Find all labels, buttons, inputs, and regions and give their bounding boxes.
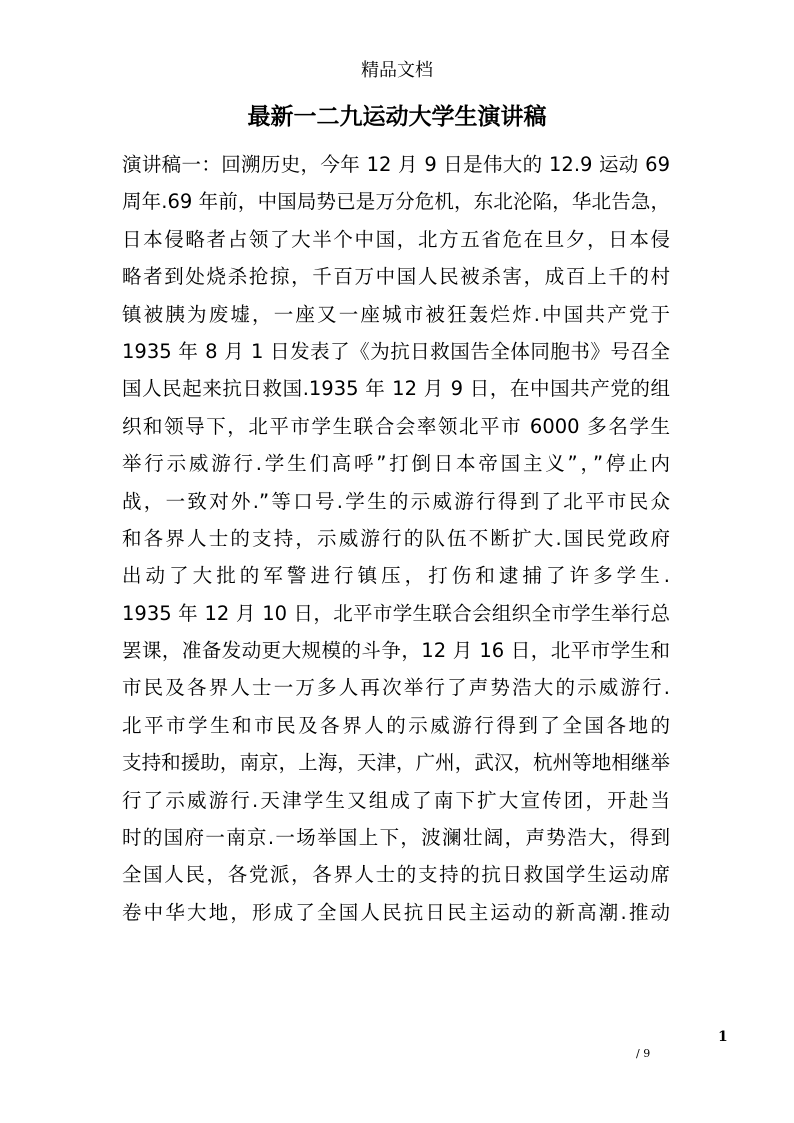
body-line: 全国人民，各党派，各界人士的支持的抗日救国学生运动席 bbox=[122, 863, 670, 887]
body-line: 战，一致对外.”等口号.学生的示威游行得到了北平市民众 bbox=[122, 489, 670, 513]
body-line: 织和领导下，北平市学生联合会率领北平市 6000 多名学生 bbox=[122, 414, 670, 438]
body-line: 镇被胰为废墟，一座又一座城市被狂轰烂炸.中国共产党于 bbox=[122, 302, 670, 326]
body-line: 出动了大批的军警进行镇压，打伤和逮捕了许多学生. bbox=[122, 564, 670, 588]
page-total: / 9 bbox=[636, 1047, 651, 1060]
body-line: 演讲稿一：回溯历史，今年 12 月 9 日是伟大的 12.9 运动 69 bbox=[122, 153, 670, 176]
document-title: 最新一二九运动大学生演讲稿 bbox=[247, 103, 547, 130]
body-line: 罢课，准备发动更大规模的斗争，12 月 16 日，北平市学生和 bbox=[122, 639, 670, 663]
body-line: 1935 年 12 月 10 日，北平市学生联合会组织全市学生举行总 bbox=[122, 601, 670, 625]
body-line: 略者到处烧杀抢掠，千百万中国人民被杀害，成百上千的村 bbox=[122, 265, 670, 289]
body-line: 支持和援助，南京，上海，天津，广州，武汉，杭州等地相继举 bbox=[122, 751, 670, 775]
document-header: 精品文档 bbox=[361, 60, 433, 81]
body-line: 和各界人士的支持，示威游行的队伍不断扩大.国民党政府 bbox=[122, 526, 670, 550]
body-line: 国人民起来抗日救国.1935 年 12 月 9 日，在中国共产党的组 bbox=[122, 377, 670, 401]
body-line: 时的国府一南京.一场举国上下，波澜壮阔，声势浩大，得到 bbox=[122, 826, 670, 850]
body-line: 日本侵略者占领了大半个中国，北方五省危在旦夕，日本侵 bbox=[122, 227, 670, 251]
body-line: 行了示威游行.天津学生又组成了南下扩大宣传团，开赴当 bbox=[122, 788, 670, 812]
body-line: 1935 年 8 月 1 日发表了《为抗日救国告全体同胞书》号召全 bbox=[122, 339, 670, 363]
page-number: 1 bbox=[718, 1029, 728, 1045]
body-line: 市民及各界人士一万多人再次举行了声势浩大的示威游行. bbox=[122, 676, 670, 700]
body-line: 北平市学生和市民及各界人的示威游行得到了全国各地的 bbox=[122, 713, 670, 737]
body-line: 卷中华大地，形成了全国人民抗日民主运动的新高潮.推动 bbox=[122, 900, 670, 924]
document-body bbox=[122, 146, 670, 931]
body-line: 举行示威游行.学生们高呼”打倒日本帝国主义”，”停止内 bbox=[122, 452, 670, 476]
body-line: 周年.69 年前，中国局势已是万分危机，东北沦陷，华北告急， bbox=[122, 190, 670, 214]
